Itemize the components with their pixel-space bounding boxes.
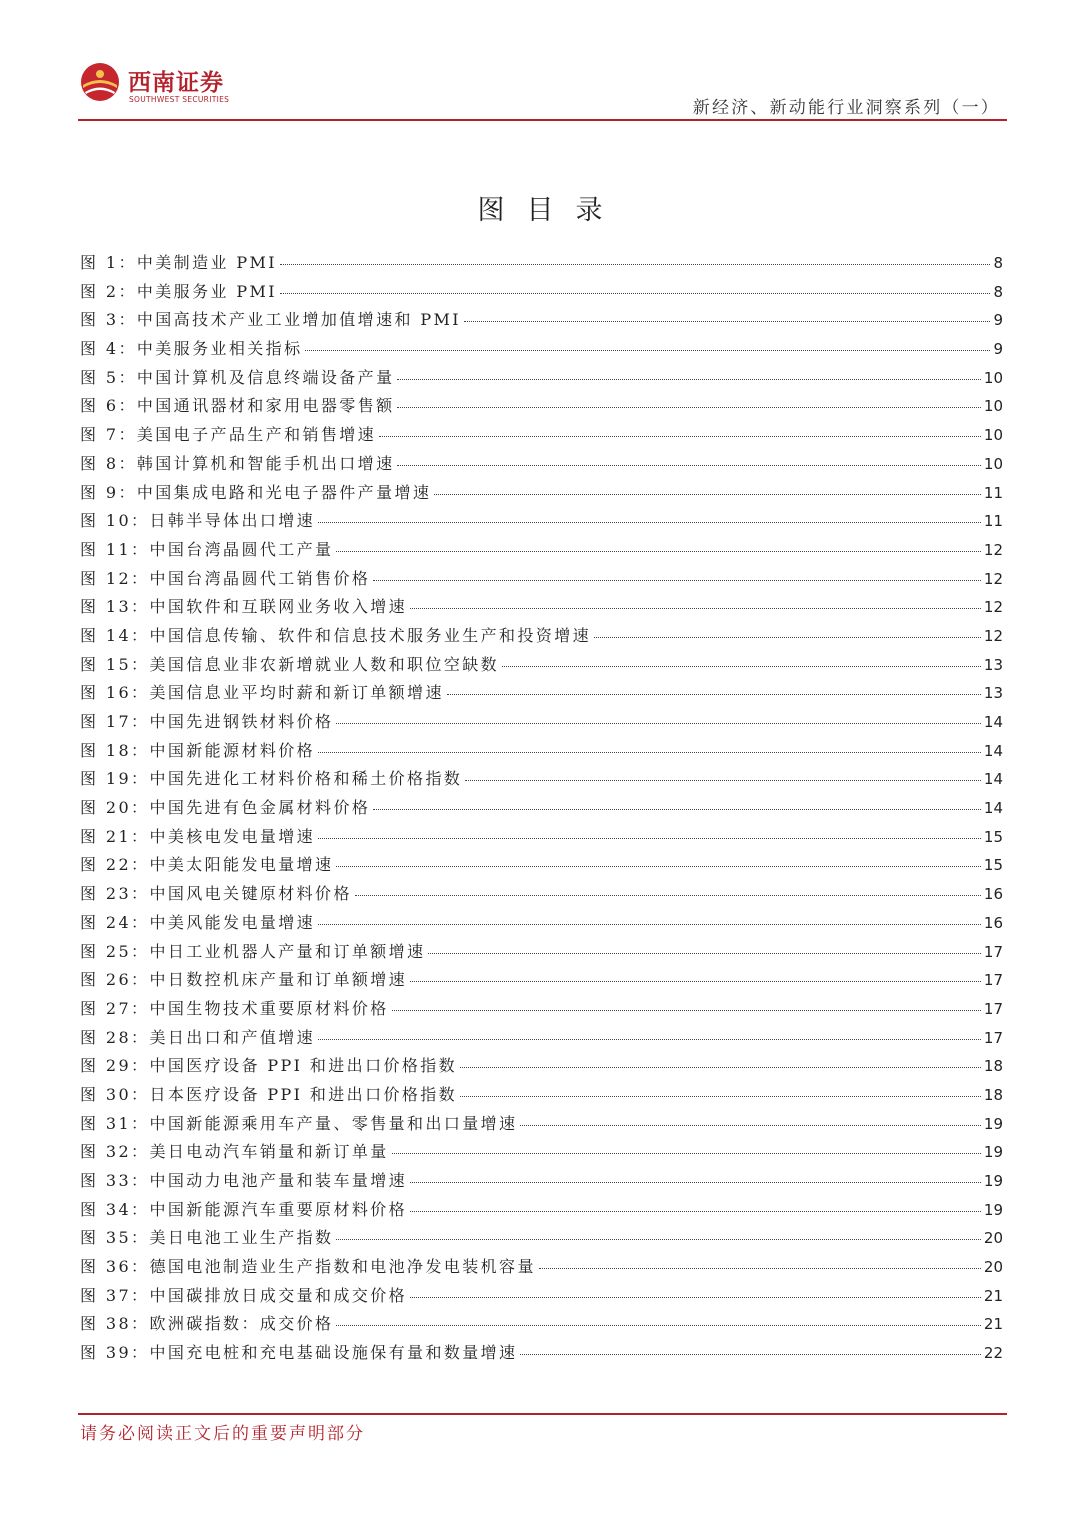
toc-entry-page: 17 (983, 999, 1003, 1018)
toc-dot-leader (410, 1297, 981, 1298)
toc-entry[interactable] (80, 795, 1003, 824)
toc-entry-label: 图 35：美日电池工业生产指数 (80, 1228, 334, 1248)
toc-entry-label: 图 5：中国计算机及信息终端设备产量 (80, 367, 395, 387)
toc-dot-leader (447, 694, 981, 695)
toc-entry-page: 11 (983, 483, 1003, 502)
toc-dot-leader (373, 809, 981, 810)
toc-entry-label: 图 7：美国电子产品生产和销售增速 (80, 425, 377, 445)
toc-entry-label: 图 39：中国充电桩和充电基础设施保有量和数量增速 (80, 1343, 518, 1363)
toc-dot-leader (318, 838, 981, 839)
toc-dot-leader (280, 264, 990, 265)
toc-entry[interactable] (80, 537, 1003, 566)
logo-en-text: SOUTHWEST SECURITIES (129, 95, 230, 104)
toc-dot-leader (460, 1067, 981, 1068)
toc-entry-label: 图 9：中国集成电路和光电子器件产量增速 (80, 482, 432, 502)
toc-entry-page: 14 (983, 741, 1003, 760)
toc-entry-label: 图 17：中国先进钢铁材料价格 (80, 712, 334, 731)
logo-cn-text: 西南证券 (128, 69, 224, 96)
toc-entry[interactable] (80, 336, 1003, 365)
toc-dot-leader (318, 752, 981, 753)
toc-dot-leader (464, 321, 990, 322)
toc-entry-label: 图 4：中美服务业相关指标 (80, 339, 303, 359)
toc-dot-leader (539, 1268, 981, 1269)
toc-dot-leader (410, 981, 981, 982)
toc-entry-label: 图 22：中美太阳能发电量增速 (80, 855, 334, 875)
toc-entry-page: 10 (983, 426, 1003, 445)
toc-entry-page: 11 (983, 512, 1003, 531)
toc-entry-label: 图 28：美日出口和产值增速 (80, 1027, 316, 1047)
toc-entry-label: 图 26：中日数控机床产量和订单额增速 (80, 970, 408, 990)
toc-dot-leader (336, 551, 980, 552)
toc-entry-page: 12 (983, 540, 1003, 559)
toc-entry-page: 19 (983, 1143, 1003, 1162)
toc-dot-leader (520, 1354, 980, 1355)
toc-entry[interactable] (80, 623, 1003, 652)
toc-entry[interactable] (80, 852, 1003, 881)
toc-entry[interactable] (80, 1025, 1003, 1054)
toc-entry-page: 9 (993, 311, 1003, 330)
toc-entry-label: 图 15：美国信息业非农新增就业人数和职位空缺数 (80, 654, 500, 674)
toc-dot-leader (336, 866, 980, 867)
toc-entry[interactable] (80, 680, 1003, 709)
toc-dot-leader (318, 1039, 981, 1040)
toc-entry[interactable] (80, 1053, 1003, 1082)
toc-dot-leader (410, 1182, 981, 1183)
toc-entry-label: 图 21：中美核电发电量增速 (80, 826, 316, 846)
toc-entry-label: 图 23：中国风电关键原材料价格 (80, 884, 352, 904)
toc-entry-label: 图 24：中美风能发电量增速 (80, 912, 316, 932)
toc-entry[interactable] (80, 594, 1003, 623)
toc-entry-page: 21 (983, 1315, 1003, 1334)
toc-entry[interactable] (80, 939, 1003, 968)
toc-entry-page: 12 (983, 598, 1003, 617)
toc-entry-label: 图 19：中国先进化工材料价格和稀土价格指数 (80, 769, 463, 789)
toc-dot-leader (410, 1211, 981, 1212)
toc-entry[interactable] (80, 766, 1003, 795)
toc-dot-leader (410, 608, 981, 609)
toc-entry-page: 13 (983, 655, 1003, 674)
toc-entry-page: 17 (983, 1028, 1003, 1047)
toc-dot-leader (434, 494, 981, 495)
header-divider (78, 119, 1007, 121)
toc-dot-leader (460, 1096, 981, 1097)
toc-entry[interactable] (80, 279, 1003, 308)
toc-entry-page: 18 (983, 1057, 1003, 1076)
toc-dot-leader (318, 522, 981, 523)
toc-entry-label: 图 29：中国医疗设备 PPI 和进出口价格指数 (80, 1056, 458, 1076)
toc-entry[interactable] (80, 422, 1003, 451)
toc-entry[interactable] (80, 652, 1003, 681)
toc-entry[interactable] (80, 910, 1003, 939)
toc-entry[interactable] (80, 738, 1003, 767)
toc-entry-label: 图 27：中国生物技术重要原材料价格 (80, 998, 389, 1018)
toc-entry-page: 10 (983, 454, 1003, 473)
toc-entry[interactable] (80, 508, 1003, 537)
toc-entry[interactable] (80, 1283, 1003, 1312)
toc-entry[interactable] (80, 881, 1003, 910)
toc-entry-page: 21 (983, 1286, 1003, 1305)
toc-entry-page: 15 (983, 827, 1003, 846)
toc-entry[interactable] (80, 393, 1003, 422)
toc-entry[interactable] (80, 1311, 1003, 1340)
toc-entry-label: 图 11：中国台湾晶圆代工产量 (80, 539, 334, 559)
toc-dot-leader (336, 1325, 980, 1326)
toc-entry[interactable] (80, 451, 1003, 480)
toc-entry-label: 图 2：中美服务业 PMI (80, 281, 278, 301)
toc-entry[interactable] (80, 566, 1003, 595)
toc-entry-label: 图 10：日韩半导体出口增速 (80, 511, 316, 531)
toc-entry-page: 14 (983, 713, 1003, 731)
toc-entry-label: 图 18：中国新能源材料价格 (80, 740, 316, 760)
toc-entry-page: 13 (983, 684, 1003, 703)
toc-entry[interactable] (80, 1168, 1003, 1197)
toc-entry-label: 图 14：中国信息传输、软件和信息技术服务业生产和投资增速 (80, 625, 592, 645)
toc-dot-leader (373, 580, 981, 581)
toc-entry-page: 22 (983, 1344, 1003, 1363)
disclaimer-note: 请务必阅读正文后的重要声明部分 (80, 1424, 365, 1444)
toc-dot-leader (465, 780, 981, 781)
toc-dot-leader (355, 895, 981, 896)
toc-entry[interactable] (80, 1082, 1003, 1111)
toc-entry-page: 12 (983, 569, 1003, 588)
toc-entry-page: 17 (983, 971, 1003, 990)
toc-entry[interactable] (80, 1254, 1003, 1283)
toc-dot-leader (594, 637, 981, 638)
toc-dot-leader (392, 1153, 981, 1154)
toc-entry[interactable] (80, 1139, 1003, 1168)
toc-entry[interactable] (80, 967, 1003, 996)
toc-entry-label: 图 20：中国先进有色金属材料价格 (80, 798, 371, 818)
toc-entry-page: 18 (983, 1085, 1003, 1104)
toc-dot-leader (502, 666, 981, 667)
logo-emblem-icon (80, 62, 120, 102)
footer-divider (78, 1413, 1007, 1415)
toc-dot-leader (379, 436, 981, 437)
toc-entry-label: 图 8：韩国计算机和智能手机出口增速 (80, 453, 395, 473)
figure-toc-list (80, 250, 1003, 1369)
toc-dot-leader (428, 953, 980, 954)
toc-entry-label: 图 16：美国信息业平均时薪和新订单额增速 (80, 683, 444, 703)
toc-entry[interactable] (80, 307, 1003, 336)
toc-entry-label: 图 32：美日电动汽车销量和新订单量 (80, 1142, 389, 1162)
toc-entry-label: 图 12：中国台湾晶圆代工销售价格 (80, 568, 371, 588)
toc-dot-leader (397, 407, 980, 408)
toc-entry-label: 图 25：中日工业机器人产量和订单额增速 (80, 941, 426, 961)
page-header (0, 0, 1080, 124)
toc-dot-leader (336, 723, 980, 724)
toc-entry-page: 19 (983, 1172, 1003, 1190)
toc-entry-label: 图 33：中国动力电池产量和装车量增速 (80, 1171, 408, 1190)
toc-dot-leader (318, 924, 981, 925)
toc-dot-leader (392, 1010, 981, 1011)
toc-entry-page: 20 (983, 1229, 1003, 1248)
toc-dot-leader (520, 1125, 980, 1126)
toc-entry-page: 16 (983, 885, 1003, 904)
toc-entry[interactable] (80, 996, 1003, 1025)
toc-entry-label: 图 37：中国碳排放日成交量和成交价格 (80, 1285, 408, 1305)
toc-entry[interactable] (80, 365, 1003, 394)
toc-entry-page: 17 (983, 942, 1003, 961)
toc-dot-leader (397, 379, 980, 380)
toc-entry-page: 14 (983, 770, 1003, 789)
toc-entry[interactable] (80, 250, 1003, 279)
toc-entry-label: 图 30：日本医疗设备 PPI 和进出口价格指数 (80, 1084, 458, 1104)
series-title: 新经济、新动能行业洞察系列（一） (692, 98, 1000, 118)
toc-entry[interactable] (80, 709, 1003, 738)
toc-entry-label: 图 13：中国软件和互联网业务收入增速 (80, 597, 408, 617)
toc-entry-label: 图 1：中美制造业 PMI (80, 253, 278, 272)
toc-entry-page: 8 (993, 282, 1003, 301)
toc-entry[interactable] (80, 1197, 1003, 1226)
toc-entry-page: 19 (983, 1114, 1003, 1133)
toc-entry-page: 20 (983, 1258, 1003, 1277)
toc-dot-leader (397, 465, 980, 466)
toc-entry-page: 9 (993, 340, 1003, 359)
toc-entry[interactable] (80, 1340, 1003, 1369)
toc-entry-page: 14 (983, 799, 1003, 818)
toc-entry-page: 8 (993, 254, 1003, 272)
toc-dot-leader (336, 1239, 980, 1240)
toc-dot-leader (280, 293, 990, 294)
toc-entry-label: 图 3：中国高技术产业工业增加值增速和 PMI (80, 310, 462, 330)
toc-entry-label: 图 34：中国新能源汽车重要原材料价格 (80, 1199, 408, 1219)
toc-entry-page: 10 (983, 368, 1003, 387)
toc-entry-page: 15 (983, 856, 1003, 875)
toc-entry-label: 图 38：欧洲碳指数：成交价格 (80, 1314, 334, 1334)
toc-entry-page: 19 (983, 1200, 1003, 1219)
toc-entry-page: 10 (983, 397, 1003, 416)
toc-title: 图目录 (477, 195, 625, 226)
toc-entry-label: 图 31：中国新能源乘用车产量、零售量和出口量增速 (80, 1113, 518, 1133)
toc-dot-leader (305, 350, 990, 351)
toc-entry-page: 16 (983, 913, 1003, 932)
toc-entry[interactable] (80, 1225, 1003, 1254)
company-logo (80, 62, 320, 112)
toc-entry[interactable] (80, 480, 1003, 509)
toc-entry[interactable] (80, 1111, 1003, 1140)
toc-entry-label: 图 36：德国电池制造业生产指数和电池净发电装机容量 (80, 1257, 536, 1277)
toc-entry-page: 12 (983, 626, 1003, 645)
toc-entry[interactable] (80, 824, 1003, 853)
toc-entry-label: 图 6：中国通讯器材和家用电器零售额 (80, 396, 395, 416)
